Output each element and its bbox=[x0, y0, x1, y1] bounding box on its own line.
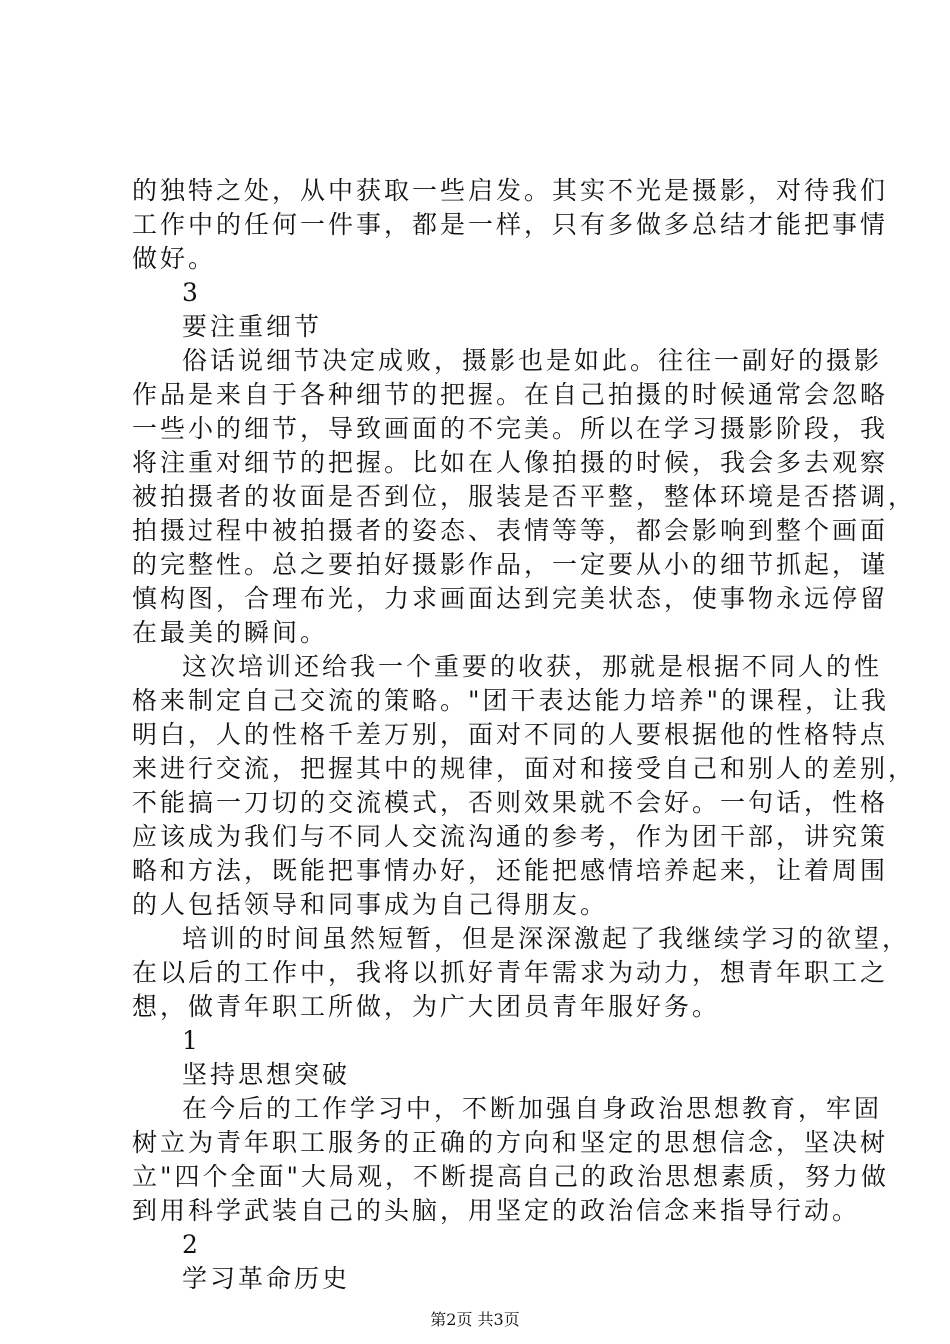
text-line: 不能搞一刀切的交流模式，否则效果就不会好。一句话，性格 bbox=[132, 788, 889, 817]
text-line: 树立为青年职工服务的正确的方向和坚定的思想信念，坚决树 bbox=[132, 1128, 889, 1157]
section-number: 1 bbox=[182, 1026, 201, 1055]
text-line: 慎构图，合理布光，力求画面达到完美状态，使事物永远停留 bbox=[132, 584, 889, 613]
text-line: 作品是来自于各种细节的把握。在自己拍摄的时候通常会忽略 bbox=[132, 380, 889, 409]
text-line: 明白，人的性格千差万别，面对不同的人要根据他的性格特点 bbox=[132, 720, 889, 749]
text-line: 培训的时间虽然短暂，但是深深激起了我继续学习的欲望， bbox=[182, 924, 911, 953]
text-line: 的完整性。总之要拍好摄影作品，一定要从小的细节抓起，谨 bbox=[132, 550, 889, 579]
section-heading: 坚持思想突破 bbox=[182, 1060, 351, 1089]
text-line: 略和方法，既能把事情办好，还能把感情培养起来，让着周围 bbox=[132, 856, 889, 885]
text-line: 的独特之处，从中获取一些启发。其实不光是摄影，对待我们 bbox=[132, 176, 889, 205]
section-heading: 学习革命历史 bbox=[182, 1264, 351, 1293]
text-line: 被拍摄者的妆面是否到位，服装是否平整，整体环境是否搭调， bbox=[132, 482, 917, 511]
text-line: 到用科学武装自己的头脑，用坚定的政治信念来指导行动。 bbox=[132, 1196, 861, 1225]
text-line: 工作中的任何一件事，都是一样，只有多做多总结才能把事情 bbox=[132, 210, 889, 239]
text-line: 立"四个全面"大局观，不断提高自己的政治思想素质，努力做 bbox=[132, 1162, 890, 1191]
section-heading: 要注重细节 bbox=[182, 312, 323, 341]
text-line: 做好。 bbox=[132, 244, 217, 273]
text-line: 将注重对细节的把握。比如在人像拍摄的时候，我会多去观察 bbox=[132, 448, 889, 477]
section-number: 2 bbox=[182, 1230, 201, 1259]
text-line: 俗话说细节决定成败，摄影也是如此。往往一副好的摄影 bbox=[182, 346, 883, 375]
page-footer: 第2页 共3页 bbox=[430, 1310, 520, 1329]
section-number: 3 bbox=[182, 278, 201, 307]
text-line: 想，做青年职工所做，为广大团员青年服好务。 bbox=[132, 992, 721, 1021]
text-line: 拍摄过程中被拍摄者的姿态、表情等等，都会影响到整个画面 bbox=[132, 516, 889, 545]
text-line: 来进行交流，把握其中的规律，面对和接受自己和别人的差别， bbox=[132, 754, 917, 783]
text-line: 在今后的工作学习中，不断加强自身政治思想教育，牢固 bbox=[182, 1094, 883, 1123]
text-line: 一些小的细节，导致画面的不完美。所以在学习摄影阶段，我 bbox=[132, 414, 889, 443]
text-line: 应该成为我们与不同人交流沟通的参考，作为团干部，讲究策 bbox=[132, 822, 889, 851]
text-line: 在以后的工作中，我将以抓好青年需求为动力，想青年职工之 bbox=[132, 958, 889, 987]
text-line: 的人包括领导和同事成为自己得朋友。 bbox=[132, 890, 609, 919]
text-line: 格来制定自己交流的策略。"团干表达能力培养"的课程，让我 bbox=[132, 686, 890, 715]
text-line: 在最美的瞬间。 bbox=[132, 618, 329, 647]
text-line: 这次培训还给我一个重要的收获，那就是根据不同人的性 bbox=[182, 652, 883, 681]
